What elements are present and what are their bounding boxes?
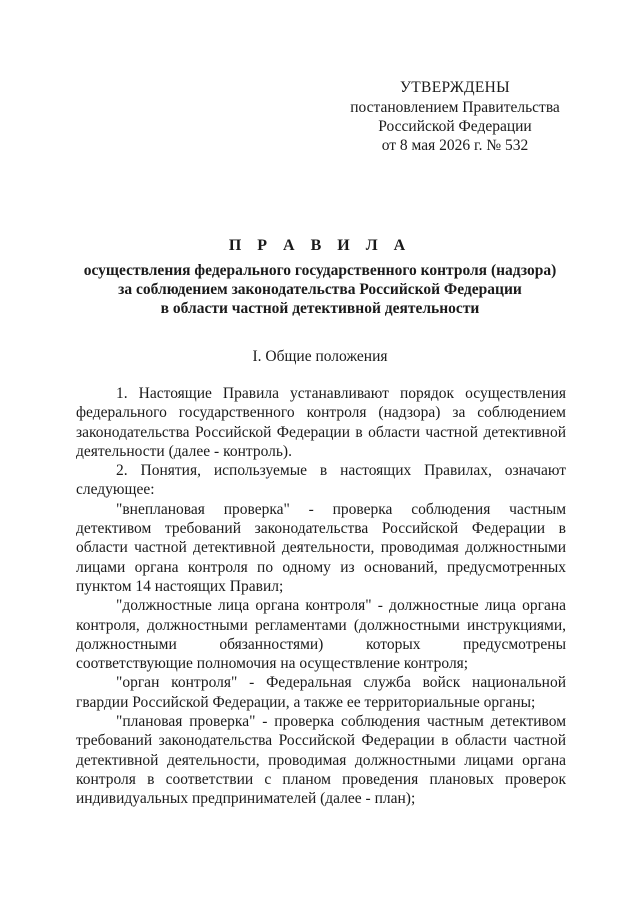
document-body [76, 384, 566, 809]
approval-date: от 8 мая 2026 г. № 532 [381, 137, 529, 154]
subtitle-line: в области частной детективной деятельности [160, 300, 480, 317]
paragraph: "плановая проверка" - проверка соблюдения частным детективом требований законодательства Российской Федерации в области частной детективной деятельности, проводимая должностными лицами органа контроля в соответствии с планом проведения плановых проверок индивидуальных предпринимателей (далее - план); [76, 713, 566, 808]
paragraph: "должностные лица органа контроля" - должностные лица органа контроля, должностными регламентами (должностными инструкциями, должностными обязанностями) которых предусмотрены соответствующие полномочия на осуществление контроля; [76, 597, 566, 673]
subtitle-line: за соблюдением законодательства Российской Федерации [118, 281, 522, 298]
document-subtitle [60, 261, 580, 318]
paragraph: 2. Понятия, используемые в настоящих Правилах, означают следующее: [76, 462, 566, 499]
subtitle-line: осуществления федерального государственного контроля (надзора) [83, 262, 557, 279]
approval-line: постановлением Правительства [350, 99, 560, 116]
approval-block [330, 78, 580, 155]
paragraph: "внеплановая проверка" - проверка соблюдения частным детективом требований законодательства Российской Федерации в области частной детективной деятельности, проводимая должностными лицами органа контроля по одному из оснований, предусмотренных пунктом 14 настоящих Правил; [76, 500, 566, 595]
document-title: П Р А В И Л А [228, 237, 412, 254]
section-heading: I. Общие положения [252, 348, 388, 365]
paragraph: 1. Настоящие Правила устанавливают порядок осуществления федерального государственного контроля (надзора) за соблюдением законодательства Российской Федерации в области частной детективной деятельности (далее - контроль). [76, 385, 566, 460]
approval-heading: УТВЕРЖДЕНЫ [400, 79, 510, 96]
paragraph: "орган контроля" - Федеральная служба войск национальной гвардии Российской Федерации, а также ее территориальные органы; [76, 674, 566, 711]
approval-line: Российской Федерации [378, 118, 532, 135]
